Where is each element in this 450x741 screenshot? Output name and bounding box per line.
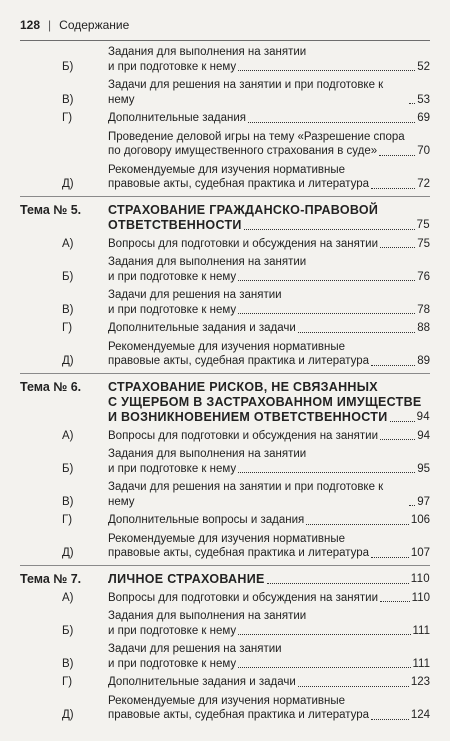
entry-letter: Г) — [62, 322, 73, 334]
entry-letter: Д) — [62, 178, 74, 190]
toc-entry[interactable] — [20, 694, 430, 723]
entry-text: Проведение деловой игры на тему «Разрешение спора — [108, 130, 405, 143]
entry-text: и при подготовке к нему — [108, 462, 237, 475]
entry-letter: В) — [62, 93, 74, 106]
dot-leader — [298, 332, 415, 333]
topic-page-number: 75 — [416, 218, 430, 231]
entry-letter: Б) — [62, 60, 74, 73]
entry-page-number: 76 — [417, 270, 430, 283]
dot-leader — [238, 70, 415, 71]
dot-leader — [248, 122, 415, 123]
toc-entry[interactable] — [20, 642, 430, 671]
toc-entry[interactable] — [20, 45, 430, 74]
entry-page-number: 69 — [417, 112, 430, 124]
toc-entry[interactable] — [20, 429, 430, 444]
topic-page-number: 94 — [416, 410, 430, 423]
dot-leader — [371, 365, 415, 366]
topic-label: Тема № 6. — [20, 379, 82, 394]
entry-letter: Д) — [62, 547, 74, 559]
toc-entry[interactable] — [20, 447, 430, 476]
entry-text: Дополнительные задания и задачи — [108, 322, 296, 334]
toc-entry[interactable] — [20, 321, 430, 336]
entry-text: по договору имущественного страхования в суде» — [108, 145, 378, 157]
dot-leader — [244, 229, 415, 230]
dot-leader — [238, 313, 415, 314]
dot-leader — [238, 667, 410, 668]
topic-heading[interactable] — [20, 380, 430, 425]
dot-leader — [380, 601, 410, 602]
toc-entry[interactable] — [20, 111, 430, 126]
entry-page-number: 97 — [417, 495, 430, 508]
entry-page-number: 95 — [417, 462, 430, 475]
topic-heading[interactable] — [20, 203, 430, 233]
topic-page-number: 110 — [410, 572, 430, 585]
entry-letter: А) — [62, 591, 74, 604]
entry-letter: В) — [62, 303, 74, 316]
dot-leader — [371, 557, 409, 558]
toc-entry[interactable] — [20, 609, 430, 638]
entry-text: Рекомендуемые для изучения нормативные — [108, 532, 346, 545]
entry-text: Дополнительные задания — [108, 112, 247, 124]
entry-text: Вопросы для подготовки и обсуждения на занятии — [108, 237, 378, 250]
entry-page-number: 124 — [410, 709, 430, 721]
toc-entry[interactable] — [20, 163, 430, 192]
section-divider — [20, 196, 430, 197]
topic-title: СТРАХОВАНИЕ ГРАЖДАНСКО-ПРАВОВОЙ — [108, 202, 379, 217]
entry-page-number: 75 — [417, 237, 430, 250]
entry-page-number: 70 — [417, 145, 430, 157]
entry-letter: А) — [62, 429, 74, 442]
dot-leader — [306, 524, 409, 525]
entry-letter: Г) — [62, 112, 73, 124]
entry-text: Дополнительные вопросы и задания — [108, 514, 305, 526]
dot-leader — [409, 505, 415, 506]
header-title: Содержание — [59, 18, 130, 32]
entry-letter: А) — [62, 237, 74, 250]
entry-page-number: 110 — [411, 591, 430, 604]
entry-text: Дополнительные задания и задачи — [108, 676, 296, 688]
topic-title: ОТВЕТСТВЕННОСТИ — [108, 217, 242, 232]
entry-text: Задачи для решения на занятии — [108, 289, 282, 301]
entry-text: Задачи для решения на занятии — [108, 643, 282, 655]
entry-letter: Д) — [62, 709, 74, 721]
toc-entry[interactable] — [20, 288, 430, 317]
entry-page-number: 72 — [417, 178, 430, 190]
entry-text: и при подготовке к нему — [108, 270, 237, 283]
entry-text: Задачи для решения на занятии и при подготовке к нему — [108, 481, 384, 508]
entry-text: Задания для выполнения на занятии — [108, 46, 307, 58]
entry-text: Вопросы для подготовки и обсуждения на занятии — [108, 429, 378, 442]
entry-text: правовые акты, судебная практика и литература — [108, 709, 370, 721]
page-header — [20, 10, 430, 41]
entry-letter: В) — [62, 657, 74, 670]
dot-leader — [380, 439, 415, 440]
entry-page-number: 111 — [412, 624, 430, 637]
entry-text: правовые акты, судебная практика и литература — [108, 355, 370, 367]
toc-entry[interactable] — [20, 513, 430, 528]
toc-entry[interactable] — [20, 591, 430, 606]
topic-title: И ВОЗНИКНОВЕНИЕМ ОТВЕТСТВЕННОСТИ — [108, 409, 388, 424]
topic-title: С УЩЕРБОМ В ЗАСТРАХОВАННОМ ИМУЩЕСТВЕ — [108, 394, 422, 409]
entry-text: Рекомендуемые для изучения нормативные — [108, 340, 346, 353]
topic-title: СТРАХОВАНИЕ РИСКОВ, НЕ СВЯЗАННЫХ — [108, 379, 378, 394]
section-divider — [20, 373, 430, 374]
entry-text: Задания для выполнения на занятии — [108, 610, 307, 622]
toc-entry[interactable] — [20, 480, 430, 509]
entry-text: и при подготовке к нему — [108, 60, 237, 73]
entry-text: и при подготовке к нему — [108, 303, 237, 316]
entry-page-number: 89 — [417, 355, 430, 367]
dot-leader — [238, 280, 415, 281]
entry-letter: Г) — [62, 676, 73, 688]
entry-page-number: 52 — [417, 60, 430, 73]
entry-text: Вопросы для подготовки и обсуждения на занятии — [108, 591, 378, 604]
topic-heading[interactable] — [20, 572, 430, 587]
toc-entry[interactable] — [20, 255, 430, 284]
dot-leader — [409, 103, 415, 104]
entry-page-number: 107 — [410, 547, 430, 559]
toc-entry[interactable] — [20, 78, 430, 107]
dot-leader — [238, 472, 415, 473]
entry-text: правовые акты, судебная практика и литература — [108, 547, 370, 559]
entry-letter: Д) — [62, 355, 74, 367]
entry-text: Задания для выполнения на занятии — [108, 256, 307, 268]
topic-label: Тема № 5. — [20, 202, 82, 217]
entry-text: и при подготовке к нему — [108, 624, 237, 637]
section-divider — [20, 565, 430, 566]
entry-letter: Б) — [62, 624, 74, 637]
dot-leader — [380, 247, 415, 248]
toc-entry[interactable] — [20, 340, 430, 369]
table-of-contents — [20, 45, 430, 727]
entry-page-number: 111 — [412, 657, 430, 670]
dot-leader — [238, 634, 410, 635]
entry-letter: Б) — [62, 270, 74, 283]
dot-leader — [298, 686, 409, 687]
entry-page-number: 88 — [417, 322, 430, 334]
toc-entry[interactable] — [20, 237, 430, 252]
toc-entry[interactable] — [20, 130, 430, 159]
dot-leader — [371, 188, 415, 189]
topic-label: Тема № 7. — [20, 571, 82, 586]
entry-page-number: 53 — [417, 93, 430, 106]
entry-text: Рекомендуемые для изучения нормативные — [108, 694, 346, 707]
dot-leader — [379, 155, 415, 156]
entry-page-number: 106 — [410, 514, 430, 526]
page-number: 128 — [20, 18, 41, 32]
entry-text: и при подготовке к нему — [108, 657, 237, 670]
entry-letter: Г) — [62, 514, 73, 526]
dot-leader — [390, 421, 415, 422]
header-separator: | — [48, 18, 52, 32]
dot-leader — [371, 719, 409, 720]
entry-text: Задания для выполнения на занятии — [108, 448, 307, 460]
entry-page-number: 94 — [417, 429, 430, 442]
toc-entry[interactable] — [20, 532, 430, 561]
entry-page-number: 123 — [410, 676, 430, 688]
entry-text: Задачи для решения на занятии и при подготовке к нему — [108, 79, 384, 106]
toc-entry[interactable] — [20, 675, 430, 690]
dot-leader — [267, 583, 409, 584]
topic-title: ЛИЧНОЕ СТРАХОВАНИЕ — [108, 571, 265, 586]
entry-text: правовые акты, судебная практика и литература — [108, 178, 370, 190]
entry-text: Рекомендуемые для изучения нормативные — [108, 163, 346, 176]
entry-letter: Б) — [62, 462, 74, 475]
entry-letter: В) — [62, 495, 74, 508]
entry-page-number: 78 — [417, 303, 430, 316]
